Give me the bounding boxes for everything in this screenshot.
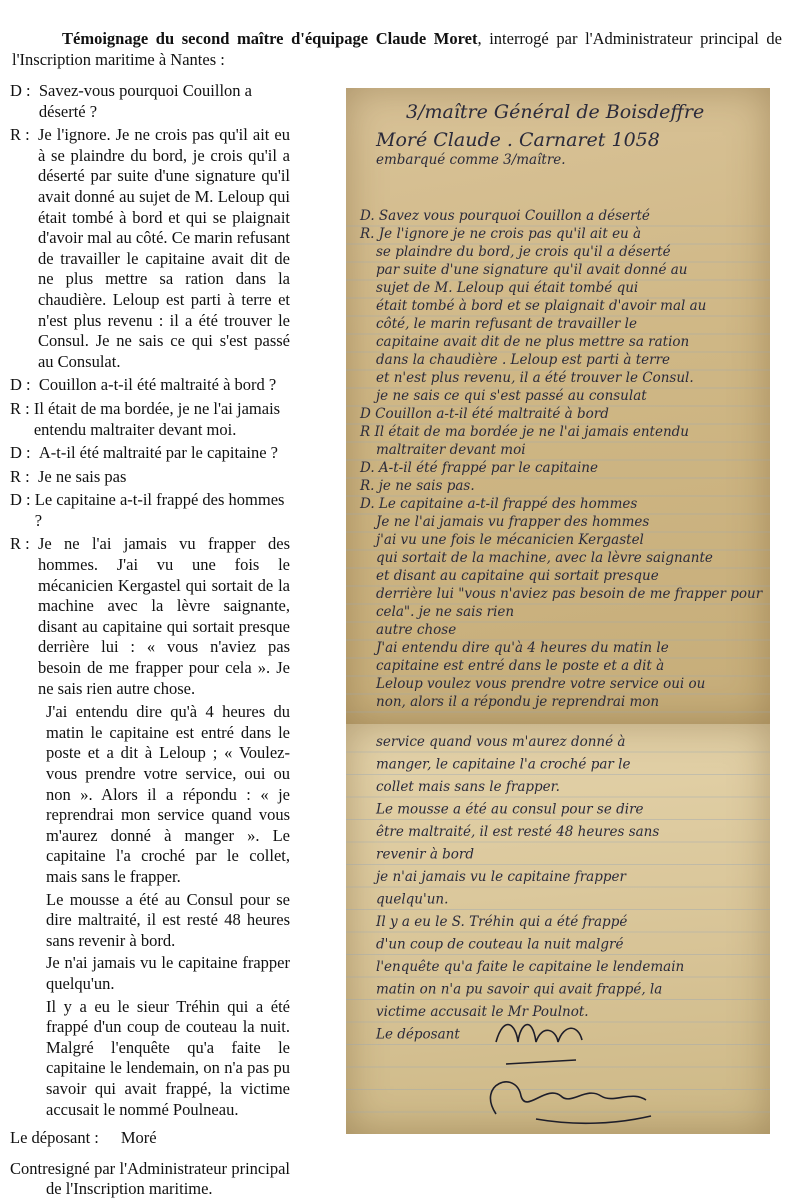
handwritten-line: J'ai entendu dire qu'à 4 heures du matin le: [376, 640, 669, 656]
signature-line: [10, 1128, 290, 1149]
qa-entry: [10, 443, 290, 464]
handwritten-line: je n'ai jamais vu le capitaine frapper: [376, 869, 626, 885]
handwritten-line: quelqu'un.: [376, 891, 449, 908]
handwritten-line: D. A-t-il été frappé par le capitaine: [360, 460, 598, 476]
testimony-paragraph: Je n'ai jamais vu le capitaine frapper quelqu'un.: [46, 953, 290, 993]
handwritten-line: victime accusait le Mr Poulnot.: [376, 1004, 589, 1020]
manuscript-photo-top: [346, 88, 770, 724]
qa-entry: [10, 534, 290, 699]
qa-label: R :: [10, 125, 38, 145]
qa-entry: [10, 125, 290, 372]
handwritten-line: Je ne l'ai jamais vu frapper des hommes: [376, 514, 650, 530]
handwritten-line: D. Le capitaine a-t-il frappé des hommes: [360, 496, 638, 512]
title-bold: Témoignage du second maître d'équipage Claude Moret: [62, 29, 478, 48]
signature-label: Le déposant :: [10, 1128, 99, 1148]
handwritten-line: matin on n'a pu savoir qui avait frappé, la: [376, 981, 663, 998]
handwritten-line: sujet de M. Leloup qui était tombé qui: [376, 280, 639, 296]
manuscript-page-top: [346, 88, 770, 724]
testimony-paragraph: Le mousse a été au Consul pour se dire maltraité, il est resté 48 heures sans revenir à bord.: [46, 889, 290, 950]
qa-text: Couillon a-t-il été maltraité à bord ?: [38, 375, 277, 395]
handwritten-line: capitaine avait dit de ne plus mettre sa ration: [376, 334, 690, 350]
page-title: [12, 28, 782, 70]
qa-entry: [10, 375, 290, 396]
handwritten-line: R. je ne sais pas.: [360, 478, 475, 494]
handwritten-line: était tombé à bord et se plaignait d'avoir mal au: [376, 298, 707, 314]
qa-label: R :: [10, 398, 34, 418]
handwritten-line: Le mousse a été au consul pour se dire: [376, 801, 644, 818]
handwritten-line: Leloup voulez vous prendre votre service oui ou: [376, 676, 706, 692]
handwritten-line: collet mais sans le frapper.: [376, 779, 560, 795]
handwritten-line: l'enquête qu'a faite le capitaine le lendemain: [376, 959, 685, 975]
signature-name: Moré: [120, 1128, 157, 1148]
qa-text: Savez-vous pourquoi Couillon a déserté ?: [38, 81, 252, 121]
handwritten-line: 3/maître Général de Boisdeffre: [406, 101, 705, 123]
handwritten-line: côté, le marin refusant de travailler le: [376, 316, 637, 332]
handwritten-line: revenir à bord: [376, 846, 475, 863]
testimony-paragraph: Il y a eu le sieur Tréhin qui a été frappé d'un coup de couteau la nuit. Malgré l'enquête qu'a faite le capitaine le lendemain, on n'a pas pu savoir qui avait frappé, la victime accusait le nommé Poulneau.: [46, 996, 290, 1119]
qa-text: Il était de ma bordée, je ne l'ai jamais entendu maltraiter devant moi.: [33, 398, 281, 439]
handwritten-line: Le déposant: [376, 1026, 460, 1043]
handwritten-line: se plaindre du bord, je crois qu'il a déserté: [376, 244, 671, 260]
manuscript-page-bottom: [346, 724, 770, 1134]
qa-label: R :: [10, 534, 38, 554]
qa-text: Je ne l'ai jamais vu frapper des hommes. J'ai vu une fois le mécanicien Kergastel qui sortait de la machine avec la lèvre saignante, disant au capitaine qui sortait presque derrière lui : « vous n'aviez pas besoin de me frapper pour cela ». Je ne sais rien autre chose.: [37, 534, 290, 698]
handwritten-line: D. Savez vous pourquoi Couillon a déserté: [360, 208, 650, 224]
handwritten-line: je ne sais ce qui s'est passé au consulat: [376, 388, 647, 404]
handwritten-line: derrière lui "vous n'aviez pas besoin de me frapper pour: [376, 586, 763, 602]
handwritten-line: R Il était de ma bordée je ne l'ai jamais entendu: [360, 424, 689, 440]
handwritten-line: embarqué comme 3/maître.: [376, 152, 566, 168]
handwritten-line: service quand vous m'aurez donné à: [376, 734, 626, 750]
handwritten-line: cela". je ne sais rien: [376, 604, 515, 620]
handwritten-line: et n'est plus revenu, il a été trouver le Consul.: [376, 370, 694, 386]
qa-entry: [10, 490, 290, 531]
paraph-signature: [490, 1082, 651, 1123]
qa-entry: [10, 399, 290, 440]
handwritten-line: Moré Claude . Carnaret 1058: [376, 129, 660, 151]
handwritten-line: Il y a eu le S. Tréhin qui a été frappé: [376, 914, 628, 930]
transcript: [10, 81, 290, 1200]
qa-label: D :: [10, 375, 39, 395]
qa-text: A-t-il été maltraité par le capitaine ?: [38, 443, 278, 463]
qa-label: D :: [10, 490, 35, 510]
handwritten-line: R. Je l'ignore je ne crois pas qu'il ait eu à: [360, 226, 642, 242]
qa-label: R :: [10, 466, 38, 486]
qa-entry: [10, 467, 290, 488]
qa-text: Le capitaine a-t-il frappé des hommes ?: [34, 490, 285, 530]
handwritten-line: capitaine est entré dans le poste et a dit à: [376, 658, 665, 674]
handwritten-line: être maltraité, il est resté 48 heures sans: [376, 824, 660, 840]
title-rest: , interrogé par l'Administrateur principal de l'Inscription maritime à Nantes :: [12, 29, 782, 69]
countersign-note: Contresigné par l'Administrateur principal de l'Inscription maritime.: [10, 1158, 290, 1199]
qa-label: D :: [10, 81, 39, 100]
qa-text: Je ne sais pas: [37, 466, 127, 486]
handwritten-line: par suite d'une signature qu'il avait donné au: [376, 262, 688, 278]
handwritten-line: autre chose: [376, 622, 457, 638]
handwritten-line: j'ai vu une fois le mécanicien Kergastel: [376, 532, 644, 548]
qa-label: D :: [10, 443, 39, 463]
handwritten-line: D Couillon a-t-il été maltraité à bord: [360, 406, 609, 422]
handwritten-line: maltraiter devant moi: [376, 442, 526, 458]
handwritten-line: d'un coup de couteau la nuit malgré: [376, 936, 624, 953]
manuscript-photo-bottom: [346, 724, 770, 1134]
qa-text: Je l'ignore. Je ne crois pas qu'il ait eu à se plaindre du bord, je crois qu'il a déserté par suite d'une signature qu'il avait donné au sujet de M. Leloup qui était tombé à bord et qui se plaignait d'avoir mal au côté. Ce marin refusant de travailler le capitaine avait dit de ne plus mettre sa ration dans la chaudière. Leloup est parti à terre et n'est plus revenu : il a été trouver le Consul. Je ne sais ce qui s'est passé au Consulat.: [37, 125, 290, 371]
handwritten-line: qui sortait de la machine, avec la lèvre saignante: [376, 550, 713, 566]
testimony-paragraph: J'ai entendu dire qu'à 4 heures du matin le capitaine est entré dans le poste et a dit à Leloup ; « Voulez-vous prendre votre service, oui ou non ». Alors il a répondu : « je reprendrai mon service quand vous m'aurez donné à manger ». Le capitaine l'a croché par le collet, mais sans le frapper.: [46, 702, 290, 886]
handwritten-line: et disant au capitaine qui sortait presque: [376, 568, 659, 584]
handwritten-line: manger, le capitaine l'a croché par le: [376, 756, 631, 773]
qa-entry: [10, 81, 290, 122]
handwritten-line: dans la chaudière . Leloup est parti à terre: [376, 352, 671, 368]
handwritten-line: non, alors il a répondu je reprendrai mon: [376, 694, 660, 710]
